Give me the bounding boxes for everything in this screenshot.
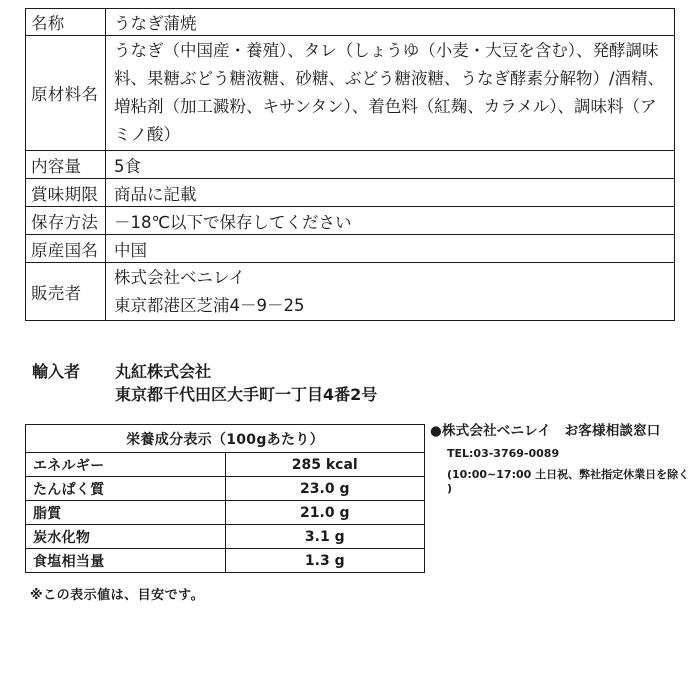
nutrition-label-energy: エネルギー	[26, 453, 226, 477]
importer-address: 東京都千代田区大手町一丁目4番2号	[115, 385, 378, 404]
nutrition-title: 栄養成分表示（100gあたり）	[26, 425, 425, 453]
nutrition-value-protein: 23.0 g	[225, 477, 425, 501]
table-row-origin	[26, 235, 675, 263]
spec-value-seller	[106, 263, 675, 321]
importer-details	[115, 360, 377, 406]
table-row-contents	[26, 151, 675, 179]
spec-value-origin: 中国	[106, 235, 675, 263]
spec-value-name: うなぎ蒲焼	[106, 9, 675, 36]
nutrition-value-fat: 21.0 g	[225, 501, 425, 525]
contact-phone: TEL:03-3769-0089	[447, 447, 560, 460]
ingredients-text: うなぎ（中国産・養殖）、タレ（しょうゆ（小麦・大豆を含む）、発酵調味料、果糖ぶどう糖液糖、砂糖、ぶどう糖液糖、うなぎ酵素分解物）/酒精、増粘剤（加工澱粉、キサンタン）、着色料（紅麹、カラメル）、調味料（アミノ酸）	[114, 41, 665, 144]
importer-block	[32, 360, 377, 406]
spec-value-storage: －18℃以下で保存してください	[106, 207, 675, 235]
nutrition-row-energy	[26, 453, 425, 477]
spec-label-origin: 原産国名	[26, 235, 106, 263]
nutrition-header-row	[26, 425, 425, 453]
contact-block	[430, 419, 692, 495]
nutrition-label-protein: たんぱく質	[26, 477, 226, 501]
nutrition-label-carbs: 炭水化物	[26, 525, 226, 549]
spec-label-contents: 内容量	[26, 151, 106, 179]
spec-value-ingredients	[106, 36, 675, 151]
table-row-ingredients	[26, 36, 675, 151]
table-row-best-before	[26, 179, 675, 207]
spec-label-storage: 保存方法	[26, 207, 106, 235]
importer-company: 丸紅株式会社	[115, 362, 212, 381]
table-row-seller	[26, 263, 675, 321]
spec-label-seller: 販売者	[26, 263, 106, 321]
nutrition-table	[25, 424, 425, 573]
spec-value-contents: 5食	[106, 151, 675, 179]
spec-label-name: 名称	[26, 9, 106, 36]
contact-title-text: 株式会社ベニレイ お客様相談窓口	[441, 423, 661, 439]
spec-value-best-before: 商品に記載	[106, 179, 675, 207]
nutrition-value-carbs: 3.1 g	[225, 525, 425, 549]
spec-label-best-before: 賞味期限	[26, 179, 106, 207]
spec-label-ingredients: 原材料名	[26, 36, 106, 151]
nutrition-row-salt	[26, 549, 425, 573]
contact-title	[430, 419, 692, 439]
seller-company: 株式会社ベニレイ	[114, 268, 246, 287]
seller-address: 東京都港区芝浦4－9－25	[114, 295, 305, 315]
nutrition-row-carbs	[26, 525, 425, 549]
nutrition-label-salt: 食塩相当量	[26, 549, 226, 573]
table-row-storage	[26, 207, 675, 235]
contact-hours: (10:00~17:00 土日祝、弊社指定休業日を除く )	[447, 468, 690, 495]
nutrition-value-salt: 1.3 g	[225, 549, 425, 573]
nutrition-label-fat: 脂質	[26, 501, 226, 525]
nutrition-row-fat	[26, 501, 425, 525]
nutrition-row-protein	[26, 477, 425, 501]
table-row-name	[26, 9, 675, 36]
importer-label: 輸入者	[32, 362, 81, 381]
product-spec-table	[25, 8, 675, 321]
bullet-icon: ●	[430, 423, 442, 439]
nutrition-value-energy: 285 kcal	[225, 453, 425, 477]
nutrition-footnote: ※この表示値は、目安です。	[30, 588, 205, 603]
